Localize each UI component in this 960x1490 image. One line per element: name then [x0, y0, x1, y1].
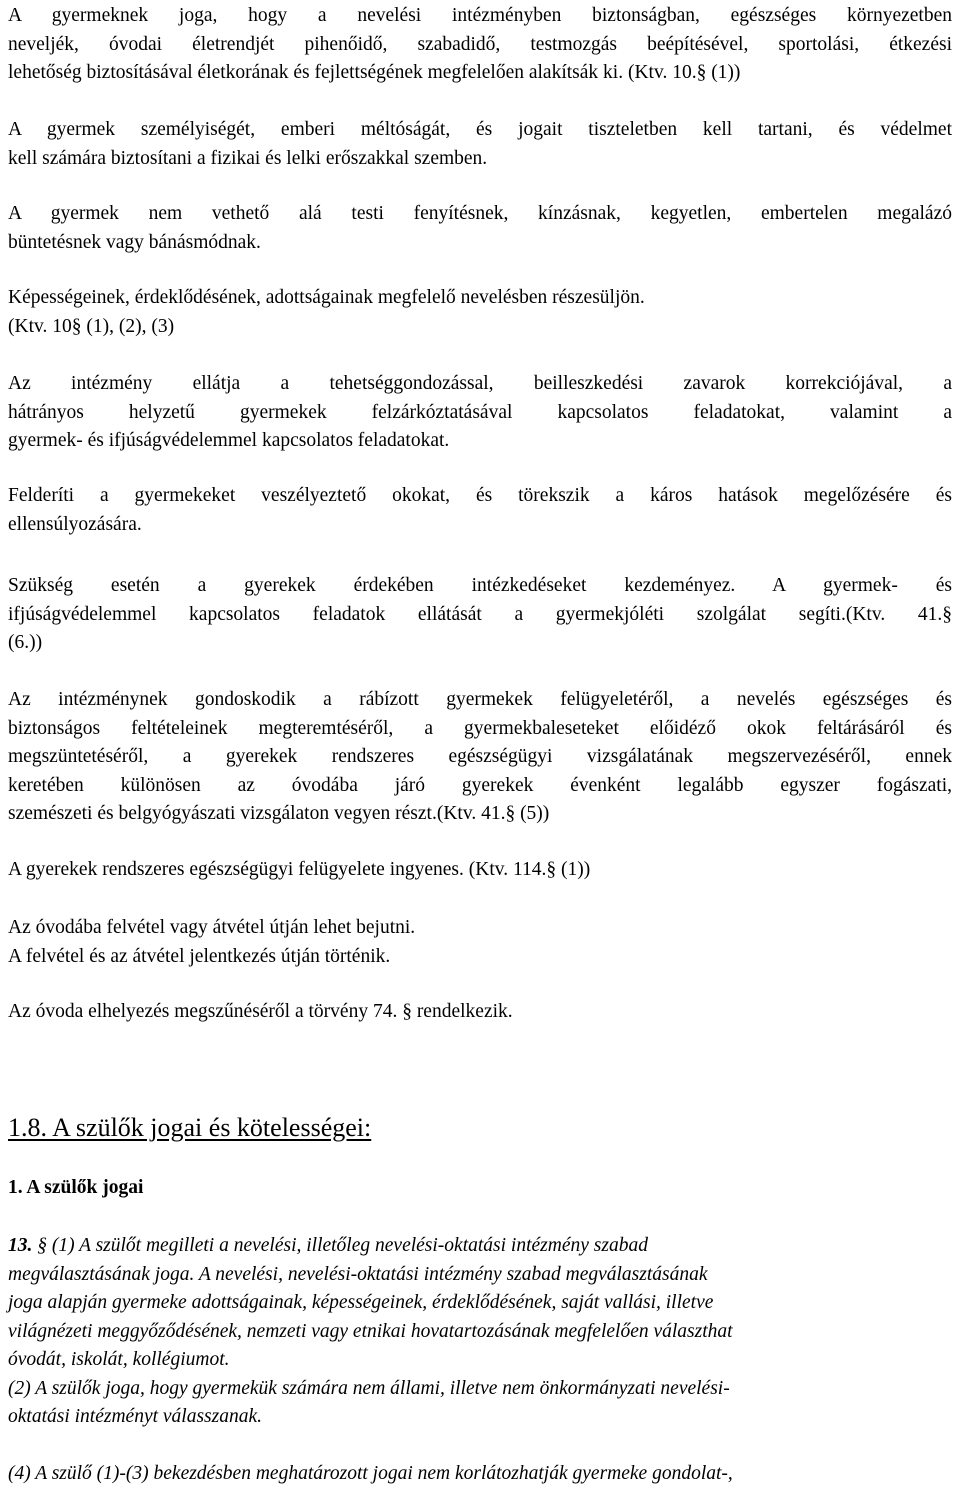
text-line: biztonságos feltételeinek megteremtéséről, a gyermekbaleseteket előidéző okok feltárásáról és	[8, 717, 952, 739]
text-line: neveljék, óvodai életrendjét pihenőidő, szabadidő, testmozgás beépítésével, sportolási, étkezési	[8, 33, 952, 55]
rights-paragraph-13	[8, 1232, 952, 1432]
text-line: (Ktv. 10§ (1), (2), (3)	[8, 315, 175, 337]
paragraph-5	[8, 370, 952, 456]
text-line: megszüntetéséről, a gyerekek rendszeres egészségügyi vizsgálatának megszervezéséről, ennek	[8, 746, 952, 767]
text-line: Felderíti a gyermekeket veszélyeztető okokat, és törekszik a káros hatások megelőzésére és	[8, 485, 952, 506]
text-line: § (1) A szülőt megilleti a nevelési, illetőleg nevelési-oktatási intézmény szabad	[37, 1235, 648, 1256]
paragraph-4	[8, 284, 952, 341]
text-line: lehetőség biztosításával életkorának és fejlettségének megfelelően alakítsák ki. (Ktv. 10.§ (1))	[8, 62, 741, 83]
paragraph-3	[8, 200, 952, 257]
text-line: A felvétel és az átvétel jelentkezés útján történik.	[8, 945, 391, 967]
paragraph-10	[8, 914, 952, 971]
text-line: Szükség esetén a gyerekek érdekében intézkedéseket kezdeményez. A gyermek- és	[8, 575, 952, 596]
paragraph-7	[8, 572, 952, 658]
text-line: A gyermeknek joga, hogy a nevelési intézményben biztonságban, egészséges környezetben	[8, 5, 952, 26]
text-line: Képességeinek, érdeklődésének, adottságainak megfelelő nevelésben részesüljön.	[8, 287, 645, 308]
text-line: megválasztásának joga. A nevelési, nevelési-oktatási intézmény szabad megválasztásának	[8, 1263, 708, 1285]
text-line: A gyerekek rendszeres egészségügyi felügyelete ingyenes. (Ktv. 114.§ (1))	[8, 859, 591, 880]
rights-paragraph-4	[8, 1460, 952, 1489]
section-number: 13.	[8, 1235, 33, 1256]
section-heading: 1.8. A szülők jogai és kötelességei:	[8, 1113, 372, 1142]
text-line: (4) A szülő (1)-(3) bekezdésben meghatározott jogai nem korlátozhatják gyermeke gondolat-,	[8, 1463, 733, 1484]
paragraph-9	[8, 856, 952, 885]
paragraph-6	[8, 482, 952, 539]
text-line: A gyermek nem vethető alá testi fenyítésnek, kínzásnak, kegyetlen, embertelen megalázó	[8, 203, 952, 224]
text-line: keretében különösen az óvodába járó gyerekek évenként legalább egyszer fogászati,	[8, 774, 952, 796]
text-line: (2) A szülők joga, hogy gyermekük számára nem állami, illetve nem önkormányzati nevelési-	[8, 1377, 730, 1399]
text-line: büntetésnek vagy bánásmódnak.	[8, 231, 261, 253]
text-line: Az óvodába felvétel vagy átvétel útján lehet bejutni.	[8, 917, 416, 938]
text-line: ellensúlyozására.	[8, 513, 142, 535]
paragraph-8	[8, 686, 952, 829]
text-line: szemészeti és belgyógyászati vizsgálaton vegyen részt.(Ktv. 41.§ (5))	[8, 803, 550, 824]
text-line: Az intézmény ellátja a tehetséggondozással, beilleszkedési zavarok korrekciójával, a	[8, 373, 952, 394]
text-line: oktatási intézményt válasszanak.	[8, 1406, 263, 1427]
text-line: világnézeti meggyőződésének, nemzeti vagy etnikai hovatartozásának megfelelően választhat	[8, 1320, 733, 1342]
text-line: óvodát, iskolát, kollégiumot.	[8, 1349, 230, 1370]
text-line: gyermek- és ifjúságvédelemmel kapcsolatos feladatokat.	[8, 430, 450, 451]
text-line: Az intézménynek gondoskodik a rábízott gyermekek felügyeletéről, a nevelés egészséges és	[8, 689, 952, 710]
text-line	[8, 1232, 952, 1261]
paragraph-1	[8, 2, 952, 88]
text-line: ifjúságvédelemmel kapcsolatos feladatok ellátását a gyermekjóléti szolgálat segíti.(Ktv. 41.§	[8, 603, 952, 625]
text-line: Az óvoda elhelyezés megszűnéséről a törvény 74. § rendelkezik.	[8, 1001, 513, 1022]
paragraph-11	[8, 998, 952, 1027]
text-line: (6.))	[8, 632, 43, 653]
text-line: A gyermek személyiségét, emberi méltóságát, és jogait tiszteletben kell tartani, és védelmet	[8, 119, 952, 140]
text-line: kell számára biztosítani a fizikai és lelki erőszakkal szemben.	[8, 147, 488, 169]
text-line: joga alapján gyermeke adottságainak, képességeinek, érdeklődésének, saját vallási, illetve	[8, 1292, 714, 1313]
subheading: 1. A szülők jogai	[8, 1177, 144, 1198]
text-line: hátrányos helyzetű gyermekek felzárkóztatásával kapcsolatos feladatokat, valamint a	[8, 401, 952, 423]
paragraph-2	[8, 116, 952, 173]
